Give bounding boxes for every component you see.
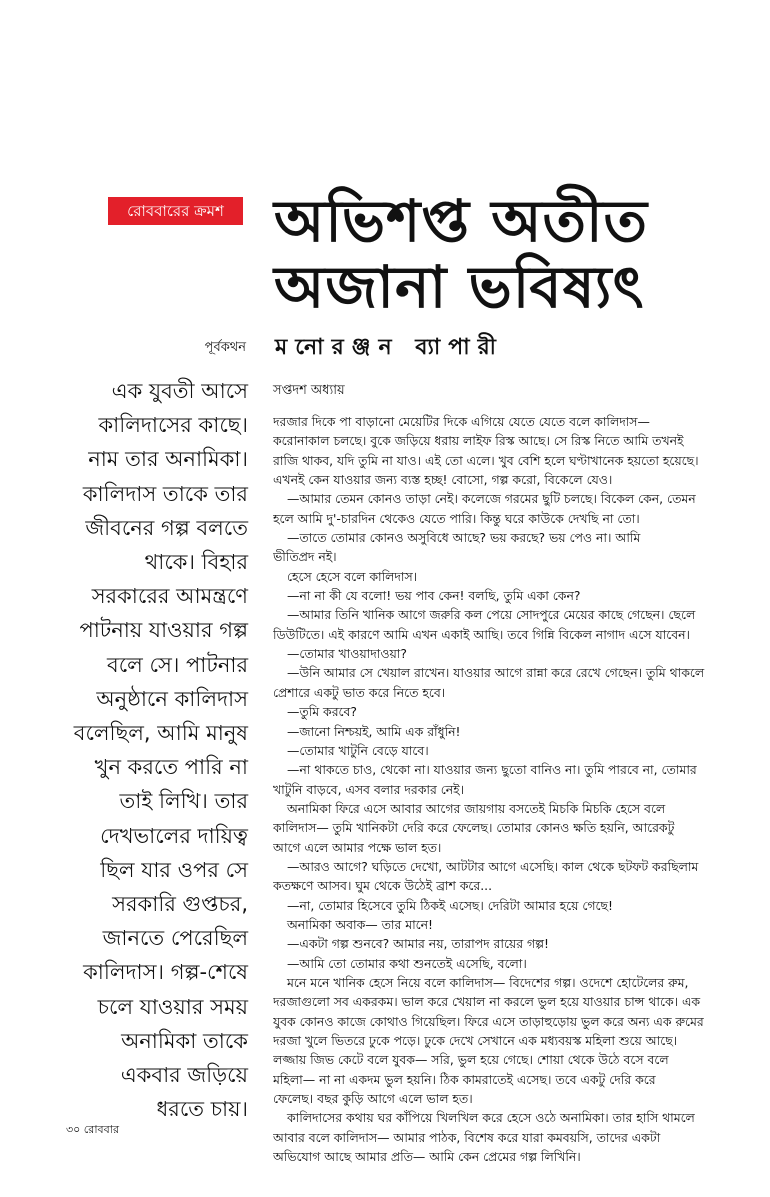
body-line: খাটুনি বাড়বে, এসব বলার দরকার নেই। (273, 781, 465, 797)
body-line: —উনি আমার সে খেয়াল রাখেন। যাওয়ার আগে রান্না করে রেখে গেছেন। তুমি থাকলে (287, 665, 705, 681)
title-line-1: অভিশপ্ত অতীত (274, 187, 649, 255)
body-line: কালিদাস— তুমি খানিকটা দেরি করে ফেলেছ। তোমার কোনও ক্ষতি হয়নি, আরেকটু (273, 820, 675, 836)
body-line: মহিলা— না না একদম ভুল হয়নি। ঠিক কামরাতেই এসেছ। তবে একটু দেরি করে (273, 1071, 656, 1087)
body-line: কালিদাসের কথায় ঘর কাঁপিয়ে খিলখিল করে হেসে ওঠে অনামিকা। তার হাসি থামলে (287, 1110, 695, 1126)
body-line: —আমার তেমন কোনও তাড়া নেই। কলেজে গরমের ছুটি চলছে। বিকেল কেন, তেমন (287, 491, 696, 507)
body-line: লজ্জায় জিভ কেটে বলে যুবক— সরি, ভুল হয়ে গেছে। শোয়া থেকে উঠে বসে বলে (273, 1052, 669, 1068)
page-title (274, 188, 648, 320)
body-line: মনে মনে খানিক হেসে নিয়ে বলে কালিদাস— বিদেশের গল্প। ওদেশে হোটেলের রুম, (287, 974, 689, 990)
body-line: আগে এলে আমার পক্ষে ভাল হত। (273, 839, 442, 855)
author-name: মনোরঞ্জন ব্যাপারী (275, 335, 504, 360)
body-line: হলে আমি দু'-চারদিন থেকেও যেতে পারি। কিন্তু ঘরে কাউকে দেখছি না তো। (273, 510, 640, 526)
pull-quote-line: বলেছিল, আমি মানুষ (73, 721, 248, 746)
pull-quote-line: বলে সে। পাটনার (107, 652, 248, 677)
body-line: ভীতিপ্রদ নই। (273, 549, 337, 565)
body-line: ডিউটিতে। এই কারণে আমি এখন একাই আছি। তবে গিন্নি বিকেল নাগাদ এসে যাবেন। (273, 626, 690, 642)
page-folio: ৩০ রোববার (66, 1123, 119, 1136)
pull-quote-summary (40, 374, 248, 1126)
pull-quote-line: এক যুবতী আসে (111, 379, 248, 403)
pull-quote-line: খুন করতে পারি না (94, 755, 248, 780)
body-line: দরজা খুলে ভিতরে ঢুকে পড়ে। ঢুকে দেখে সেখানে এক মধ্যবয়স্ক মহিলা শুয়ে আছে। (273, 1033, 678, 1048)
body-line: অভিযোগ আছে আমার প্রতি— আমি কেন প্রেমের গল্প লিখিনি। (273, 1149, 581, 1165)
body-line: —আরও আগে? ঘড়িতে দেখো, আটটার আগে এসেছি। কাল থেকে ছটফট করছিলাম (287, 858, 699, 874)
body-line: এখনই কেন যাওয়ার জন্য ব্যস্ত হচ্ছ! বোসো, গল্প করো, বিকেলে যেও। (273, 472, 613, 488)
pull-quote-line: থাকে। বিহার (144, 550, 248, 575)
body-line: —তোমার খাওয়াদাওয়া? (287, 646, 407, 662)
pull-quote-line: কালিদাস তাকে তার (82, 481, 248, 506)
body-line: —তুমি করবে? (287, 704, 357, 720)
body-line: করোনাকাল চলছে। বুকে জড়িয়ে ধরায় লাইফ রিস্ক আছে। সে রিস্ক নিতে আমি তখনই (273, 433, 684, 449)
pull-quote-line: ছিল যার ওপর সে (100, 857, 248, 882)
body-line: —না, তোমার হিসেবে তুমি ঠিকই এসেছ। দেরিটা আমার হয়ে গেছে! (287, 897, 613, 913)
body-line: কতক্ষণে আসব। ঘুম থেকে উঠেই ব্রাশ করে... (273, 878, 493, 894)
pull-quote-line: কালিদাসের কাছে। (98, 413, 248, 438)
chapter-heading: সপ্তদশ অধ্যায় (273, 383, 345, 398)
title-line-2: অজানা ভবিষ্যৎ (274, 253, 645, 321)
body-line: অনামিকা ফিরে এসে আবার আগের জায়গায় বসতেই মিচকি মিচকি হেসে বলে (287, 800, 666, 816)
body-line: যুবক কোনও কাজে কোথাও গিয়েছিল। ফিরে এসে তাড়াহুড়োয় ভুল করে অন্য এক রুমের (273, 1013, 704, 1029)
pull-quote-line: দেখভালের দায়িত্ব (100, 823, 248, 848)
pull-quote-line: কালিদাস। গল্প-শেষে (83, 960, 248, 985)
body-line: হেসে হেসে বলে কালিদাস। (287, 568, 418, 584)
body-line: —জানো নিশ্চয়ই, আমি এক রাঁধুনি! (287, 723, 461, 739)
body-line: আবার বলে কালিদাস— আমার পাঠক, বিশেষ করে যারা কমবয়সি, তাদের একটা (273, 1129, 661, 1145)
body-line: —আমি তো তোমার কথা শুনতেই এসেছি, বলো। (287, 955, 527, 971)
pull-quote-line: ধরতে চায়। (156, 1097, 248, 1122)
pull-quote-line: জানতে পেরেছিল (102, 926, 248, 951)
pull-quote-line: নাম তার অনামিকা। (88, 447, 248, 472)
pull-quote-line: সরকারের আমন্ত্রণে (91, 584, 248, 609)
pull-quote-line: জীবনের গল্প বলতে (85, 515, 248, 540)
previous-summary-label: পূর্বকথন (204, 340, 246, 355)
pull-quote-line: সরকারি গুপ্তচর, (112, 892, 248, 917)
body-line: —তোমার খাটুনি বেড়ে যাবে। (287, 742, 429, 758)
section-badge: রোববারের ক্রমশ (108, 197, 243, 225)
pull-quote-line: চলে যাওয়ার সময় (97, 994, 248, 1019)
body-line: দরজার দিকে পা বাড়ানো মেয়েটির দিকে এগিয়ে যেতে যেতে বলে কালিদাস— (273, 414, 650, 429)
body-line: অনামিকা অবাক— তার মানে! (287, 916, 434, 932)
body-line: —না থাকতে চাও, থেকো না। যাওয়ার জন্য ছুতো বানিও না। তুমি পারবে না, তোমার (287, 762, 697, 778)
body-line: —না না কী যে বলো! ভয় পাব কেন! বলছি, তুমি একা কেন? (287, 588, 581, 604)
pull-quote-line: একবার জড়িয়ে (120, 1063, 248, 1088)
body-line: দরজাগুলো সব একরকম। ভাল করে খেয়াল না করলে ভুল হয়ে যাওয়ার চান্স থাকে। এক (273, 994, 701, 1010)
body-line: —একটা গল্প শুনবে? আমার নয়, তারাপদ রায়ের গল্প! (287, 936, 549, 952)
body-line: —আমার তিনি খানিক আগে জরুরি কল পেয়ে সোদপুরে মেয়ের কাছে গেছেন। ছেলে (287, 607, 696, 623)
body-line: ফেলেছ। বছর কুড়ি আগে এলে ভাল হত। (273, 1091, 473, 1107)
body-line: রাজি থাকব, যদি তুমি না যাও। এই তো এলে। খুব বেশি হলে ঘণ্টাখানেক হয়তো হয়েছে। (273, 452, 699, 468)
pull-quote-line: পাটনায় যাওয়ার গল্প (79, 618, 248, 643)
body-line: —তাতে তোমার কোনও অসুবিধে আছে? ভয় করছে? ভয় পেও না। আমি (287, 530, 641, 546)
body-line: প্রেশারে একটু ভাত করে নিতে হবে। (273, 684, 446, 700)
article-body (273, 412, 763, 1166)
pull-quote-line: অনামিকা তাকে (121, 1028, 248, 1053)
pull-quote-line: তাই লিখি। তার (119, 789, 248, 814)
pull-quote-line: অনুষ্ঠানে কালিদাস (96, 686, 248, 711)
